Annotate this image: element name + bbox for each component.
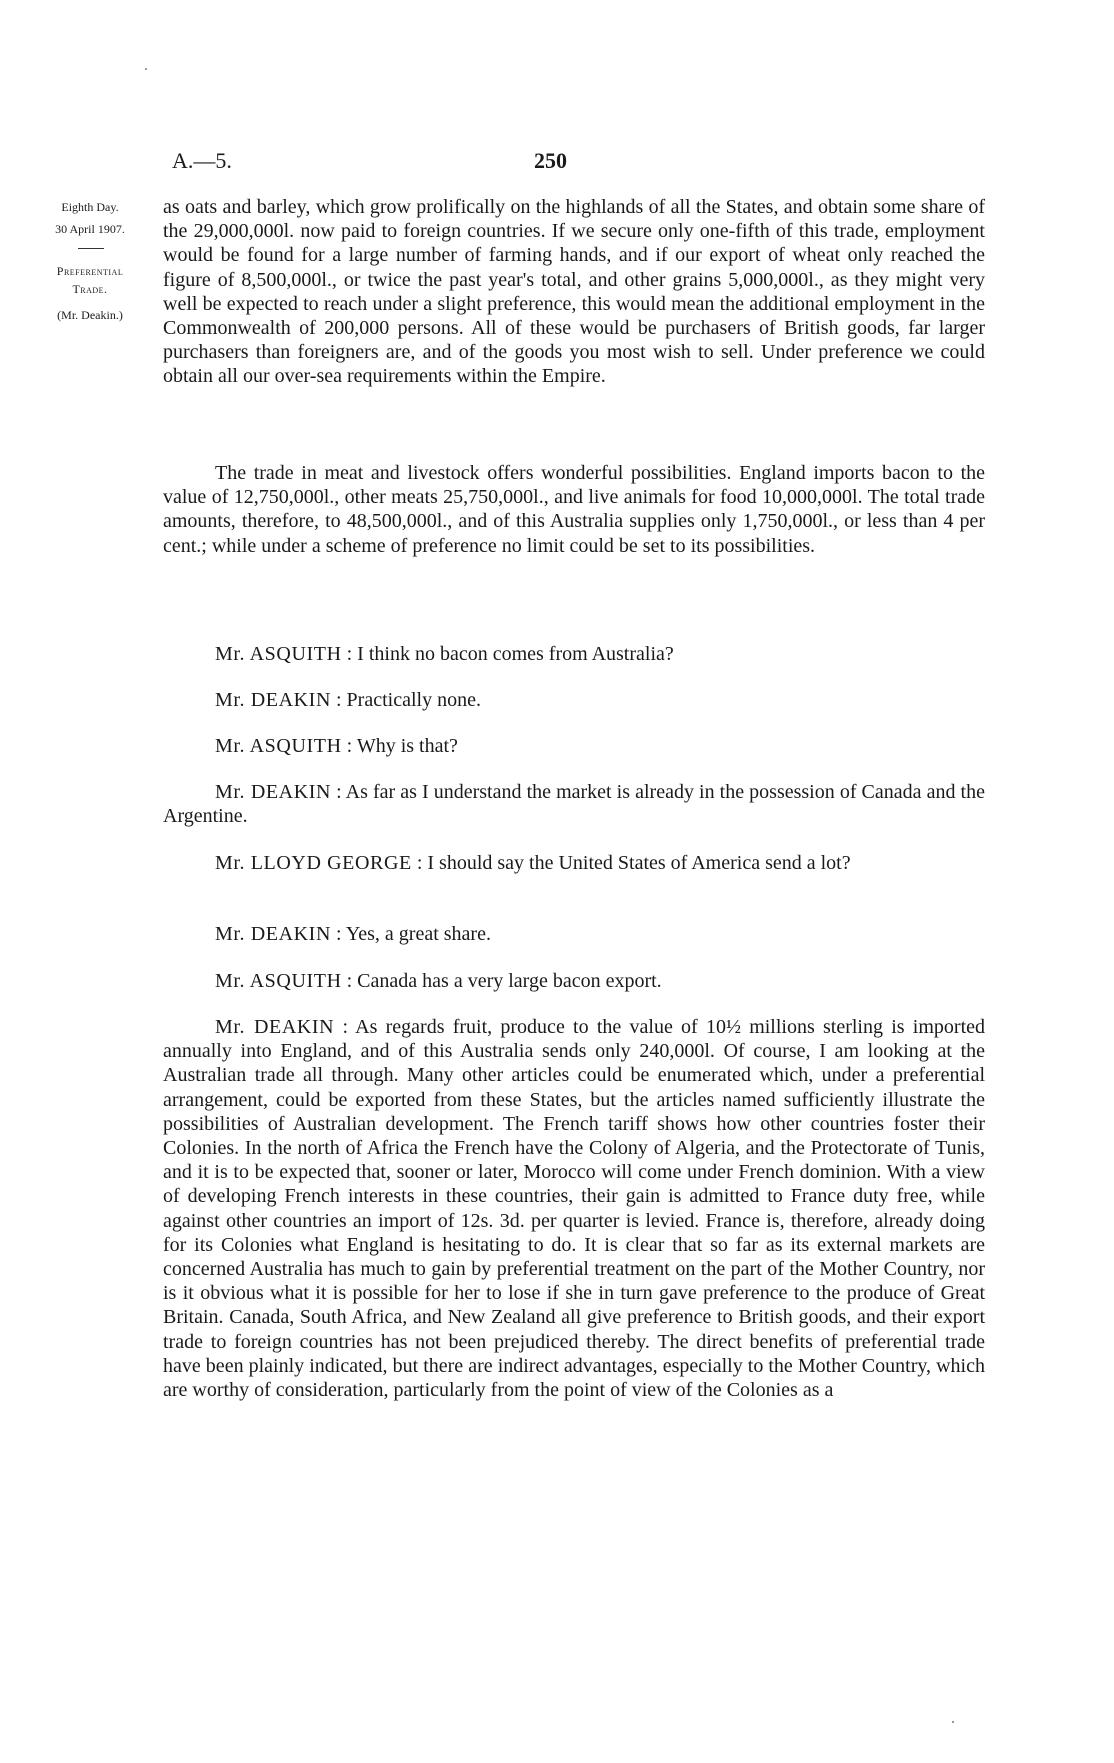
page-number: 250: [534, 148, 567, 173]
speaker-name: Mr. DEAKIN: [215, 923, 331, 945]
speech-text: : Practically none.: [336, 689, 481, 711]
margin-day: Eighth Day.: [61, 200, 119, 214]
speech-text: : Canada has a very large bacon export.: [346, 970, 662, 992]
exchange-deakin-fruit: [163, 1015, 985, 1402]
exchange-deakin-2: [163, 780, 985, 828]
margin-divider: [78, 248, 104, 249]
document-reference: A.—5.: [172, 148, 232, 173]
margin-speaker: (Mr. Deakin.): [57, 308, 123, 322]
speaker-name: Mr. DEAKIN: [215, 1016, 335, 1038]
exchange-asquith-3: [163, 969, 985, 993]
paragraph-continuation: as oats and barley, which grow prolifically on the highlands of all the States, and obtain some share of the 29,000,000l. now paid to foreign countries. If we secure only one-fifth of this trade, employment would be found for a large number of farming hands, and if our export of wheat only reached the figure of 8,500,000l., or twice the past year's total, and other grains 5,000,000l., as they might very well be expected to reach under a slight preference, this would mean the additional employment in the Commonwealth of 200,000 persons. All of these would be purchasers of British goods, far larger purchasers than foreigners are, and of the goods you most wish to sell. Under preference we could obtain all our over-sea requirements within the Empire.: [163, 196, 985, 388]
speaker-name: Mr. DEAKIN: [215, 781, 332, 803]
speaker-name: Mr. ASQUITH: [215, 735, 342, 757]
speech-text: : As far as I understand the market is already in the possession of Canada and the Argentine.: [163, 781, 985, 828]
margin-topic: [30, 262, 150, 298]
speaker-name: Mr. DEAKIN: [215, 689, 331, 711]
scan-speck: [145, 68, 147, 70]
exchange-asquith-1: [163, 642, 985, 666]
margin-date: 30 April 1907.: [55, 222, 125, 236]
speaker-name: Mr. ASQUITH: [215, 970, 342, 992]
scan-speck: [952, 1721, 954, 1723]
speech-text: : I should say the United States of America send a lot?: [416, 852, 851, 874]
margin-topic-line1: Preferential: [56, 264, 124, 278]
speech-text: : Yes, a great share.: [336, 923, 491, 945]
exchange-deakin-1: [163, 688, 985, 712]
speech-text: : Why is that?: [346, 735, 458, 757]
exchange-deakin-3: [163, 922, 985, 946]
exchange-lloyd-george: [163, 851, 985, 875]
speech-text: : I think no bacon comes from Australia?: [346, 643, 674, 665]
paragraph-meat-trade: The trade in meat and livestock offers wonderful possibilities. England imports bacon to the value of 12,750,000l., other meats 25,750,000l., and live animals for food 10,000,000l. The total trade amounts, therefore, to 48,500,000l., and of this Australia supplies only 1,750,000l., or less than 4 per cent.; while under a scheme of preference no limit could be set to its possibilities.: [163, 462, 985, 557]
speech-text: : As regards fruit, produce to the value of 10½ millions sterling is imported annually into England, and of this Australia sends only 240,000l. Of course, I am looking at the Australian trade all through. Many other articles could be enumerated which, under a preferential arrangement, could be exported from these States, but the articles named sufficiently illustrate the possibilities of Australian development. The French tariff shows how other countries foster their Colonies. In the north of Africa the French have the Colony of Algeria, and the Protectorate of Tunis, and it is to be expected that, sooner or later, Morocco will come under French dominion. With a view of developing French interests in these countries, their gain is admitted to France duty free, while against other countries an import of 12s. 3d. per quarter is levied. France is, therefore, already doing for its Colonies what England is hesitating to do. It is clear that so far as its external markets are concerned Australia has much to gain by preferential treatment on the part of the Mother Country, nor is it obvious what it is possible for her to lose if she in turn gave preference to the produce of Great Britain. Canada, South Africa, and New Zealand all give preference to British goods, and their export trade to foreign countries has not been prejudiced thereby. The direct benefits of preferential trade have been plainly indicated, but there are indirect advantages, especially to the Mother Country, which are worthy of consideration, particularly from the point of view of the Colonies as a: [163, 1016, 986, 1402]
exchange-asquith-2: [163, 734, 985, 758]
speaker-name: Mr. ASQUITH: [215, 643, 342, 665]
speaker-name: Mr. LLOYD GEORGE: [215, 852, 412, 874]
margin-topic-line2: Trade.: [72, 282, 108, 296]
